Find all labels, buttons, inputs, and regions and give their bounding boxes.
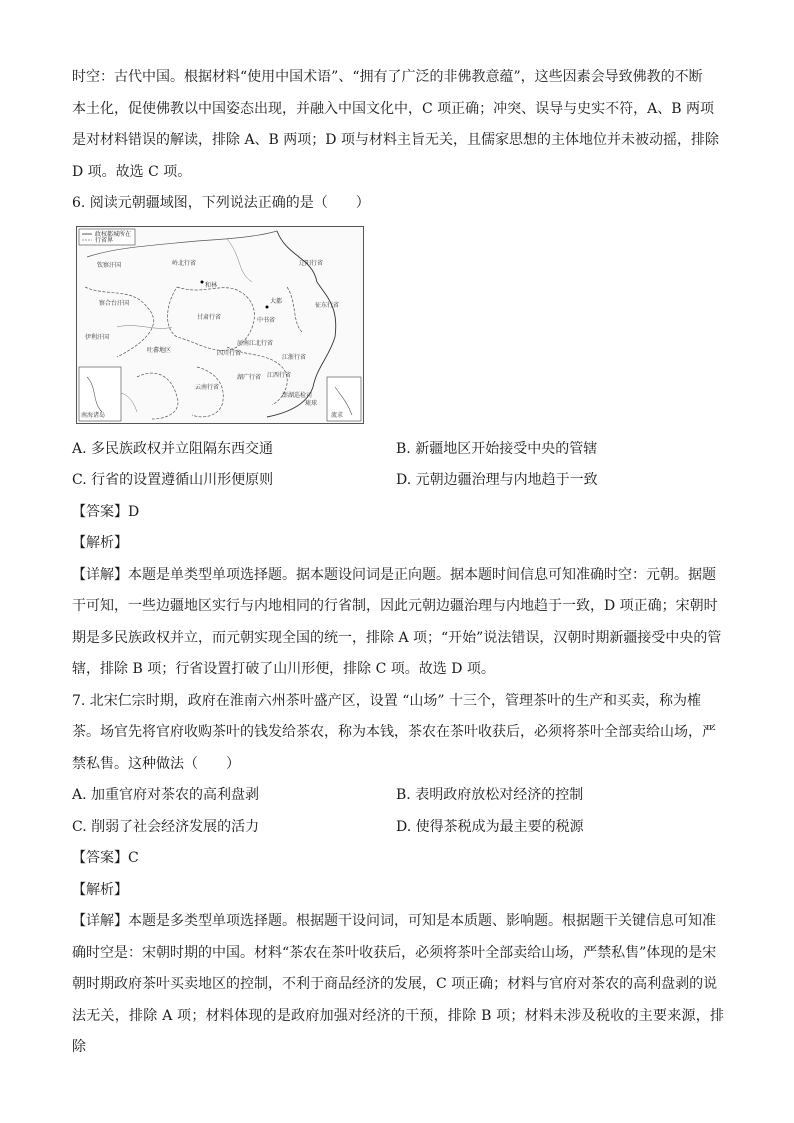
- map-label: 澎湖巡检司: [282, 391, 313, 399]
- intro-line: 本土化，促使佛教以中国姿态出现，并融入中国文化中，C 项正确；冲突、误导与史实不符，A、B 两项: [72, 100, 715, 117]
- map-label: 大都: [270, 297, 283, 305]
- map-label: 察合台汗国: [99, 299, 130, 307]
- option-d: D. 使得茶税成为最主要的税源: [396, 818, 584, 835]
- map-label: 中书省: [257, 316, 276, 324]
- map-label: 辽阳行省: [299, 259, 324, 267]
- option-c: C. 削弱了社会经济发展的活力: [72, 818, 260, 835]
- intro-line: 时空：古代中国。根据材料“使用中国术语”、“拥有了广泛的非佛教意蕴”，这些因素会导致佛教的不断: [72, 69, 703, 85]
- option-b: B. 表明政府放松对经济的控制: [396, 787, 584, 803]
- question-6-analysis-heading: 【解析】: [72, 535, 128, 551]
- map-label: 甘肃行省: [197, 313, 222, 321]
- question-7-options: [72, 780, 724, 843]
- map-label: 湖广行省: [237, 373, 262, 381]
- stem-line: 7. 北宋仁宗时期，政府在淮南六州茶叶盛产区，设置 “山场” 十三个，管理茶叶的生产和买卖，称为榷: [72, 692, 702, 709]
- option-d: D. 元朝边疆治理与内地趋于一致: [396, 472, 598, 488]
- question-6-options: [72, 434, 724, 497]
- map-label: 流求: [331, 411, 344, 419]
- map-label: 河南江北行省: [237, 339, 274, 347]
- map-legend-2: 行省界: [95, 236, 114, 244]
- question-7-analysis-heading: 【解析】: [72, 881, 128, 898]
- map-label: 云南行省: [195, 383, 220, 391]
- intro-paragraph: [72, 62, 724, 188]
- map-label: 江浙行省: [282, 353, 307, 361]
- map-label: 岭北行省: [172, 259, 197, 267]
- detail-line: 确时空是：宋朝时期的中国。材料“茶农在茶叶收获后，必须将茶叶全部卖给山场，严禁私售”体现的是宋: [72, 944, 717, 961]
- question-7-answer: 【答案】C: [72, 850, 139, 866]
- map-label: 江西行省: [267, 371, 292, 379]
- stem-line: 禁私售。这种做法（ ）: [72, 755, 240, 772]
- map-label: 南海诸岛: [81, 411, 106, 419]
- question-7-stem: [72, 686, 724, 781]
- map-label: 伊利汗国: [85, 333, 110, 341]
- stem-line: 茶。场官先将官府收购茶叶的钱发给茶农，称为本钱，茶农在茶叶收获后，必须将茶叶全部卖给山场，严: [72, 724, 716, 740]
- detail-line: 法无关，排除 A 项；材料体现的是政府加强对经济的干预，排除 B 项；材料未涉及税收的主要来源，排除: [72, 1007, 724, 1055]
- question-6-answer: 【答案】D: [72, 503, 140, 520]
- option-c: C. 行省的设置遵循山川形便原则: [72, 472, 274, 488]
- detail-line: 干可知，一些边疆地区实行与内地相同的行省制，因此元朝边疆治理与内地趋于一致，D 项正确；宋朝时: [72, 598, 718, 614]
- option-a: A. 加重官府对茶农的高利盘剥: [72, 787, 260, 803]
- option-b: B. 新疆地区开始接受中央的管辖: [396, 440, 598, 457]
- map-drawing: [77, 227, 363, 423]
- option-a: A. 多民族政权并立阻隔东西交通: [72, 440, 274, 457]
- map-label: 吐蕃地区: [147, 346, 172, 354]
- question-7-detail: [72, 906, 724, 1064]
- detail-line: 朝时期政府茶叶买卖地区的控制，不利于商品经济的发展，C 项正确；材料与官府对茶农的高利盘剥的说: [72, 976, 718, 992]
- detail-line: 辖，排除 B 项；行省设置打破了山川形便，排除 C 项。故选 D 项。: [72, 661, 495, 677]
- map-label: 四川行省: [217, 349, 242, 357]
- detail-line: 【详解】本题是单类型单项选择题。据本题设问词是正向题。据本题时间信息可知准确时空：元朝。据题: [72, 566, 716, 583]
- map-label: 钦察汗国: [97, 261, 122, 269]
- map-legend-1: 政权都城所在: [95, 230, 132, 238]
- document-page: [72, 62, 724, 1064]
- map-label: 和林: [205, 281, 218, 289]
- intro-line: D 项。故选 C 项。: [72, 163, 192, 180]
- map-label: 琉球: [305, 399, 318, 407]
- intro-line: 是对材料错误的解读，排除 A、B 两项；D 项与材料主旨无关，且儒家思想的主体地位并未被动摇，排除: [72, 132, 719, 148]
- detail-line: 【详解】本题是多类型单项选择题。根据题干设问词，可知是本质题、影响题。根据题干关键信息可知准: [72, 913, 716, 929]
- detail-line: 期是多民族政权并立，而元朝实现全国的统一，排除 A 项；“开始”说法错误，汉朝时期新疆接受中央的管: [72, 629, 722, 646]
- question-6-detail: [72, 560, 724, 686]
- question-6-stem: 6. 阅读元朝疆域图，下列说法正确的是（ ）: [72, 195, 370, 211]
- yuan-territory-map: [76, 226, 364, 424]
- map-label: 征东行省: [315, 301, 340, 309]
